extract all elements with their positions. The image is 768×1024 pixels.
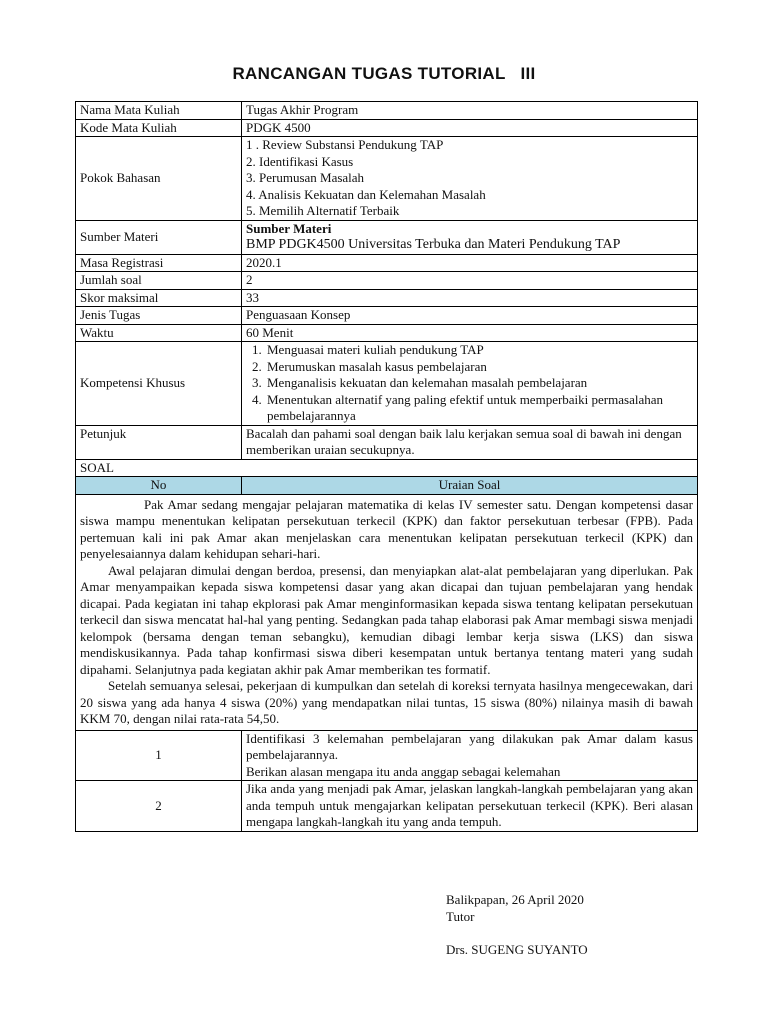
kompetensi-item: 1. Menguasai materi kuliah pendukung TAP <box>265 342 693 359</box>
pokok-item: 3. Perumusan Masalah <box>246 170 365 185</box>
pokok-list <box>246 137 693 220</box>
row-kompetensi-khusus <box>76 342 698 426</box>
kompetensi-item: 3. Menganalisis kekuatan dan kelemahan masalah pembelajaran <box>265 375 693 392</box>
jenis-label: Jenis Tugas <box>76 307 242 325</box>
signature-role: Tutor <box>446 909 475 924</box>
masa-value: 2020.1 <box>242 254 698 272</box>
question-number: 1 <box>76 730 242 781</box>
question-text: Identifikasi 3 kelemahan pembelajaran yang dilakukan pak Amar dalam kasus pembelajarannya. <box>246 730 693 762</box>
question-row <box>76 781 698 832</box>
sumber-heading: Sumber Materi <box>246 220 332 236</box>
kompetensi-item: 2. Merumuskan masalah kasus pembelajaran <box>265 359 693 376</box>
row-pokok-bahasan <box>76 137 698 221</box>
document-title: RANCANGAN TUGAS TUTORIAL III <box>232 64 536 83</box>
narrative-paragraph: Pak Amar sedang mengajar pelajaran matematika di kelas IV semester satu. Dengan kompetensi dasar siswa mampu menentukan kelipatan persekutuan terkecil (KPK) dan faktor persekutuan terbesar (FPB). Pada pertemuan kali ini pak Amar akan menjelaskan cara menentukan kelipatan persekutuan terkecil (KPK) dan penyelesaiannya dalam kehidupan sehari-hari. <box>80 496 693 561</box>
kompetensi-label: Kompetensi Khusus <box>76 342 242 426</box>
question-row <box>76 730 698 781</box>
narrative-paragraph: Awal pelajaran dimulai dengan berdoa, presensi, dan menyiapkan alat-alat pembelajaran yang diperlukan. Pak Amar menyampaikan kepada siswa kompetensi dasar yang akan dicapai dan tujuan pembelajaran yang hendak dicapai. Pada kegiatan ini tahap ekplorasi pak Amar menginformasikan kepada siswa tentang kelipatan persekutuan terkecil dan siswa mencatat hal-hal yang penting. Sedangkan pada tahap elaborasi pak Amar membagi siswa menjadi kelompok (bersama dengan teman sebangku), kemudian dibagi lembar kerja siswa (LKS) dan siswa mendiskusikannya. Pada tahap konfirmasi siswa diberi kesempatan untuk bertanya tentang materi yang sudah dipahami. Selanjutnya pada kegiatan akhir pak Amar memberikan tes formatif. <box>80 562 693 677</box>
pokok-item: 4. Analisis Kekuatan dan Kelemahan Masalah <box>246 186 486 202</box>
soal-narrative-row <box>76 494 698 730</box>
row-jumlah-soal <box>76 272 698 290</box>
question-text-extra: Berikan alasan mengapa itu anda anggap sebagai kelemahan <box>246 763 561 779</box>
petunjuk-value: Bacalah dan pahami soal dengan baik lalu kerjakan semua soal di bawah ini dengan memberikan uraian secukupnya. <box>242 425 698 459</box>
sumber-value-cell <box>242 220 698 254</box>
col-uraian-header: Uraian Soal <box>242 477 698 495</box>
pokok-value <box>242 137 698 221</box>
row-nama-mata-kuliah <box>76 102 698 120</box>
signature-name: Drs. SUGENG SUYANTO <box>446 942 588 957</box>
row-kode-mata-kuliah <box>76 119 698 137</box>
nama-mk-value: Tugas Akhir Program <box>242 102 698 120</box>
row-petunjuk <box>76 425 698 459</box>
petunjuk-label: Petunjuk <box>76 425 242 459</box>
kompetensi-list <box>246 342 693 425</box>
pokok-item: 5. Memilih Alternatif Terbaik <box>246 203 400 218</box>
pokok-label: Pokok Bahasan <box>76 137 242 221</box>
kompetensi-value <box>242 342 698 426</box>
col-no-header: No <box>76 477 242 495</box>
task-table <box>75 101 698 832</box>
sumber-label: Sumber Materi <box>76 220 242 254</box>
kode-mk-value: PDGK 4500 <box>242 119 698 137</box>
jumlah-label: Jumlah soal <box>76 272 242 290</box>
row-waktu <box>76 324 698 342</box>
row-jenis-tugas <box>76 307 698 325</box>
case-narrative <box>76 494 698 730</box>
pokok-item: 1 . Review Substansi Pendukung TAP <box>246 137 444 152</box>
row-skor-maksimal <box>76 289 698 307</box>
kompetensi-item: 4. Menentukan alternatif yang paling efektif untuk memperbaiki permasalahan pembelajarannya <box>265 392 693 425</box>
nama-mk-label: Nama Mata Kuliah <box>76 102 242 120</box>
kode-mk-label: Kode Mata Kuliah <box>76 119 242 137</box>
question-text-cell <box>242 781 698 832</box>
question-number: 2 <box>76 781 242 832</box>
narrative-paragraph: Setelah semuanya selesai, pekerjaan di kumpulkan dan setelah di koreksi ternyata hasilnya mengecewakan, dari 20 siswa yang ada hanya 4 siswa (20%) yang mendapatkan nilai tuntas, 15 siswa (80%) nilainya masih di bawah KKM 70, dengan nilai rata-rata 54,50. <box>80 678 693 726</box>
row-sumber-materi <box>76 220 698 254</box>
row-masa-registrasi <box>76 254 698 272</box>
row-soal-label <box>76 459 698 477</box>
skor-label: Skor maksimal <box>76 289 242 307</box>
soal-label: SOAL <box>76 459 698 477</box>
jenis-value: Penguasaan Konsep <box>242 307 698 325</box>
question-text-cell <box>242 730 698 781</box>
soal-header-row <box>76 477 698 495</box>
waktu-value: 60 Menit <box>242 324 698 342</box>
question-text: Jika anda yang menjadi pak Amar, jelaskan langkah-langkah pembelajaran yang akan anda tempuh untuk mengajarkan kelipatan persekutuan terkecil (KPK). Beri alasan mengapa langkah-langkah itu yang anda tempuh. <box>246 781 693 829</box>
signature-place-date: Balikpapan, 26 April 2020 <box>446 892 584 907</box>
jumlah-value: 2 <box>242 272 698 290</box>
sumber-value: BMP PDGK4500 Universitas Terbuka dan Materi Pendukung TAP <box>246 237 621 252</box>
waktu-label: Waktu <box>76 324 242 342</box>
skor-value: 33 <box>242 289 698 307</box>
pokok-item: 2. Identifikasi Kasus <box>246 153 354 169</box>
masa-label: Masa Registrasi <box>76 254 242 272</box>
